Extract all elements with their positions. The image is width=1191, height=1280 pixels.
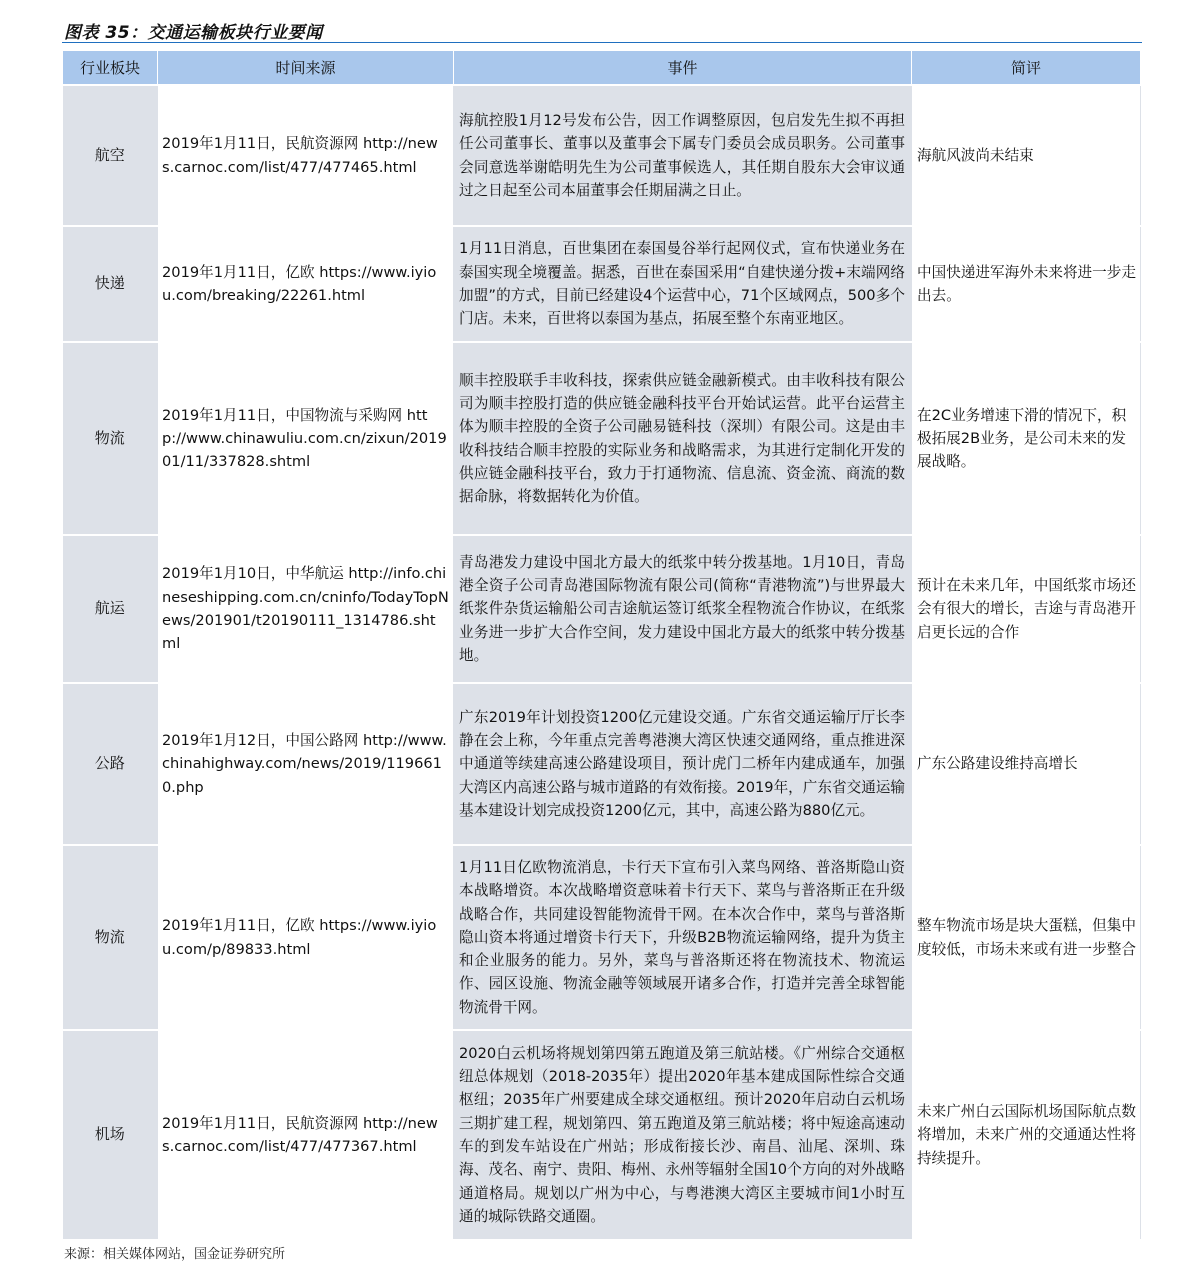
table-row bbox=[63, 226, 1141, 342]
time-source-cell: 2019年1月11日，民航资源网 http://news.carnoc.com/list/477/477367.html bbox=[158, 1030, 454, 1240]
time-source-cell: 2019年1月11日，亿欧 https://www.iyiou.com/breaking/22261.html bbox=[158, 226, 454, 342]
time-source-cell: 2019年1月11日，民航资源网 http://news.carnoc.com/list/477/477465.html bbox=[158, 85, 454, 226]
comment-cell: 广东公路建设维持高增长 bbox=[912, 683, 1141, 845]
sector-cell: 公路 bbox=[63, 683, 158, 845]
sector-cell: 航空 bbox=[63, 85, 158, 226]
comment-cell: 整车物流市场是块大蛋糕，但集中度较低，市场未来或有进一步整合 bbox=[912, 845, 1141, 1030]
time-source-cell: 2019年1月10日，中华航运 http://info.chineseshipping.com.cn/cninfo/TodayTopNews/201901/t20190111_1314786.shtml bbox=[158, 535, 454, 683]
table-row bbox=[63, 845, 1141, 1030]
header-sector: 行业板块 bbox=[63, 51, 158, 86]
event-cell: 海航控股1月12号发布公告，因工作调整原因，包启发先生拟不再担任公司董事长、董事以及董事会下属专门委员会成员职务。公司董事会同意选举谢皓明先生为公司董事候选人，其任期自股东大会审议通过之日起至公司本届董事会任期届满之日止。 bbox=[454, 85, 912, 226]
table-header-row bbox=[63, 51, 1141, 86]
event-cell: 广东2019年计划投资1200亿元建设交通。广东省交通运输厅厅长李静在会上称，今年重点完善粤港澳大湾区快速交通网络，重点推进深中通道等续建高速公路建设项目，预计虎门二桥年内建成通车，加强大湾区内高速公路与城市道路的有效衔接。2019年，广东省交通运输基本建设计划完成投资1200亿元，其中，高速公路为880亿元。 bbox=[454, 683, 912, 845]
event-cell: 1月11日消息，百世集团在泰国曼谷举行起网仪式，宣布快递业务在泰国实现全境覆盖。据悉，百世在泰国采用“自建快递分拨+末端网络加盟”的方式，目前已经建设4个运营中心，71个区域网点，500多个门店。未来，百世将以泰国为基点，拓展至整个东南亚地区。 bbox=[454, 226, 912, 342]
table-row bbox=[63, 535, 1141, 683]
event-cell: 1月11日亿欧物流消息，卡行天下宣布引入菜鸟网络、普洛斯隐山资本战略增资。本次战略增资意味着卡行天下、菜鸟与普洛斯正在升级战略合作，共同建设智能物流骨干网。在本次合作中，菜鸟与普洛斯隐山资本将通过增资卡行天下，升级B2B物流运输网络，提升为货主和企业服务的能力。另外，菜鸟与普洛斯还将在物流技术、物流运作、园区设施、物流金融等领域展开诸多合作，打造并完善全球智能物流骨干网。 bbox=[454, 845, 912, 1030]
sector-cell: 物流 bbox=[63, 342, 158, 535]
table-row bbox=[63, 342, 1141, 535]
table-row bbox=[63, 85, 1141, 226]
comment-cell: 未来广州白云国际机场国际航点数将增加，未来广州的交通通达性将持续提升。 bbox=[912, 1030, 1141, 1240]
comment-cell: 海航风波尚未结束 bbox=[912, 85, 1141, 226]
source-note: 来源：相关媒体网站，国金证券研究所 bbox=[64, 1247, 286, 1262]
news-table bbox=[62, 50, 1141, 1241]
time-source-cell: 2019年1月12日，中国公路网 http://www.chinahighway.com/news/2019/1196610.php bbox=[158, 683, 454, 845]
table-row bbox=[63, 683, 1141, 845]
sector-cell: 机场 bbox=[63, 1030, 158, 1240]
header-event: 事件 bbox=[454, 51, 912, 86]
table-row bbox=[63, 1030, 1141, 1240]
comment-cell: 在2C业务增速下滑的情况下，积极拓展2B业务，是公司未来的发展战略。 bbox=[912, 342, 1141, 535]
figure-title: 图表 35：交通运输板块行业要闻 bbox=[64, 23, 323, 43]
event-cell: 2020白云机场将规划第四第五跑道及第三航站楼。《广州综合交通枢纽总体规划（2018-2035年）提出2020年基本建成国际性综合交通枢纽；2035年广州要建成全球交通枢纽。预计2020年启动白云机场三期扩建工程，规划第四、第五跑道及第三航站楼；将中短途高速动车的到发车站设在广州站；形成衔接长沙、南昌、汕尾、深圳、珠海、茂名、南宁、贵阳、梅州、永州等辐射全国10个方向的对外战略通道格局。规划以广州为中心，与粤港澳大湾区主要城市间1小时互通的城际铁路交通圈。 bbox=[454, 1030, 912, 1240]
sector-cell: 物流 bbox=[63, 845, 158, 1030]
sector-cell: 航运 bbox=[63, 535, 158, 683]
comment-cell: 中国快递进军海外未来将进一步走出去。 bbox=[912, 226, 1141, 342]
header-comment: 简评 bbox=[912, 51, 1141, 86]
comment-cell: 预计在未来几年，中国纸浆市场还会有很大的增长，吉途与青岛港开启更长远的合作 bbox=[912, 535, 1141, 683]
header-time-source: 时间来源 bbox=[158, 51, 454, 86]
time-source-cell: 2019年1月11日，中国物流与采购网 http://www.chinawuliu.com.cn/zixun/201901/11/337828.shtml bbox=[158, 342, 454, 535]
time-source-cell: 2019年1月11日，亿欧 https://www.iyiou.com/p/89833.html bbox=[158, 845, 454, 1030]
event-cell: 青岛港发力建设中国北方最大的纸浆中转分拨基地。1月10日，青岛港全资子公司青岛港国际物流有限公司(简称“青港物流”)与世界最大纸浆件杂货运输船公司吉途航运签订纸浆全程物流合作协议，在纸浆业务进一步扩大合作空间，发力建设中国北方最大的纸浆中转分拨基地。 bbox=[454, 535, 912, 683]
sector-cell: 快递 bbox=[63, 226, 158, 342]
figure-title-bar bbox=[62, 16, 1142, 43]
event-cell: 顺丰控股联手丰收科技，探索供应链金融新模式。由丰收科技有限公司为顺丰控股打造的供应链金融科技平台开始试运营。此平台运营主体为顺丰控股的全资子公司融易链科技（深圳）有限公司。这是由丰收科技结合顺丰控股的实际业务和战略需求，为其进行定制化开发的供应链金融科技平台，致力于打通物流、信息流、资金流、商流的数据命脉，将数据转化为价值。 bbox=[454, 342, 912, 535]
